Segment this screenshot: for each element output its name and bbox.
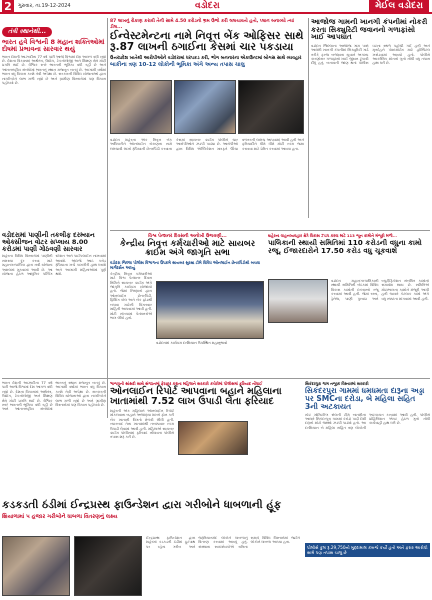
top-story-headline: ઈન્વેસ્ટમેન્ટના નામે નિવૃત્ત બેંક ઓફિસર સાથે રૂ.87 લાખની ઠગાઈના કેસમાં ચાર પકડાયા (110, 30, 304, 54)
bottom-center-story (110, 381, 300, 496)
page-number: 2 (2, 0, 14, 14)
middle-story-photo (156, 281, 264, 339)
editorial-headline: ભારત હવે વિશ્વની 8 મહાન શક્તિઓમાં દોષમાં પ્રભાવના સારવાર થયું (2, 38, 105, 53)
right-top-headline: આજોજ ગામની ખાનગી કંપનીમાં નોકરી કરતા સિક્યુરિટી જવાનનો ગળાફાંસો ખાઈ આપઘાત (311, 17, 428, 42)
bottom-right-kicker: સિકંદરપુરા ગામ નજીક વિસ્તારમાં સરકારી (305, 381, 369, 386)
right-mid-headline: પાલિકાની સ્થાયી સમિતિમાં 110 કરોડની વધુના કામો રજૂ, ઈજારદારોને 17.50 કરોડ વધુ ચૂકવાશે (268, 238, 422, 255)
bottom-right-body: સ્ટેટ મોનિટરિંગ સેલની ટીમે બાતમીના આધારે સિકંદરપુરા ગામમાં દરોડો પાડી દેશી દારૂનો મોટો જથ્થો ઝડપી પાડ્યો હતો. આ દરમિયાન બે મહિલા સહિત ત્રણ લોકોની અટકાયત કરવામાં આવી હતી. પોલીસે પ્રોહિબિશન એક્ટ હેઠળ ગુનો નોંધી કાર્યવાહી હાથ ધરી છે. (305, 412, 430, 430)
right-top-story (311, 18, 430, 228)
right-mid-photo (268, 279, 328, 323)
left-mid-headline: વડોદરામાં પાણીની તકલીફ દરમ્યાન ઓક્સીજન વોટર સપ્લાય 8.00 કરોડમાં પાણી ગોઠવણી સારવાર (2, 231, 95, 253)
middle-story (110, 233, 265, 378)
right-top-body: વડોદરા જિલ્લાના આજોજ ગામ પાસે આવેલી ખાનગી કંપનીમાં સિક્યુરિટી ગાર્ડ તરીકે ફરજ બજાવતા યુવાને અગમ્ય કારણોસર ગળાફાંસો ખાઈ જીવન ટૂંકાવી દીધું હતું. બનાવની જાણ થતાં પોલીસ ઘટના સ્થળે પહોંચી ગઈ હતી અને મૃતદેહને પોસ્ટમોર્ટમ માટે હોસ્પિટલ ખસેડવામાં આવ્યો હતો. પોલીસે આકસ્મિક મોતનો ગુનો નોંધી વધુ તપાસ હાથ ધરી છે. (311, 43, 430, 66)
bottom-center-subhead: ભાજપની સાંસદી સાથે સંગઠનમાં ફેરફાર કરાતા મહિલાને સરકારી કચેરીમાં પોલીસમાં ફરિયાદ નોંધાઈ (110, 381, 263, 386)
bottom-banner (2, 500, 302, 598)
bottom-right-story (305, 381, 430, 596)
bottom-center-body: શહેરની એક મહિલાને ઓનલાઈન રિપોર્ટ મોકલવાના બહાને અજાણ્યા શખ્સે ફોન કરી બેંક ખાતાની વિગતો મેળવી લીધી હતી. ત્યારબાદ તેના ખાતામાંથી તબક્કાવાર રકમ ઉપાડી લેવામાં આવી હતી. મહિલાએ સાયબર ક્રાઈમ પોલીસમાં ફરિયાદ નોંધાવતા પોલીસે તપાસ શરૂ કરી છે. (110, 408, 174, 440)
bottom-left-text: ભારત દેશની આઝાદીના 77 વર્ષ પછી આજે વિશ્વમાં દેશ આગળ વધી રહ્યો છે. દેશના વિકાસમાં અર્થતંત્ર, ઉદ્યોગ, ટેકનોલોજી અને શિક્ષણ ક્ષેત્રે મોટી પ્રગતિ થઈ છે. વૈશ્વિક સ્તરે ભારતની ભૂમિકા વધી રહી છે અને આંતરરાષ્ટ્રીય સંબંધોમાં ભારતનું સ્થાન મજબૂત બન્યું છે. આગામી વર્ષોમાં ભારત વધુ વિકાસ કરશે તેવી અપેક્ષા છે. સરકારની વિવિધ યોજનાઓ દ્વારા નાગરિકોને લાભ મળી રહ્યો છે અને ગ્રામીણ વિસ્તારોમાં પણ વિકાસ પહોંચ્યો છે. (2, 381, 106, 412)
top-story-photo-2 (174, 80, 236, 134)
middle-story-kicker: વડોદરા જિલ્લા પોલીસ વિભાગના ઉપક્રમે સાયબર સુરક્ષા ટીમે વિવિધ ઓનલાઈન છેતરપિંડીથી બચવા માર્ગદર્શન આપ્યું (110, 259, 261, 270)
left-mid-story (2, 232, 106, 372)
middle-story-body: કેન્દ્રીય નિવૃત્ત કર્મચારીઓ માટે વિશ્વ પેન્શનર દિવસ નિમિત્તે સાયબર ક્રાઈમ અંગે જાગૃતિ કાર્યક્રમ યોજાયો હતો. જેમાં નિષ્ણાતો દ્વારા ઓનલાઈન છેતરપિંડી, ફિશિંગ કોલ અને બેંક ફ્રોડથી બચવા માટેની વિગતવાર માહિતી આપવામાં આવી હતી. મોટી સંખ્યામાં પેન્શનરોએ ભાગ લીધો હતો. (110, 271, 152, 320)
banner-photo-1 (2, 536, 70, 596)
masthead (0, 0, 432, 14)
top-story (110, 18, 306, 228)
middle-story-caption: વડોદરામાં કાર્યક્રમ દરમિયાન ઉપસ્થિત મહાનુભાવો (156, 341, 228, 345)
banner-tagline: શિયાળામાં ૫ હજાર ગરીબોને ધાબળા વિતરણનું લક્ષ્ય (2, 514, 118, 521)
middle-story-subhead: વિશ્વ પેન્શનર દિવસની અનોખી ઉજવણી... (148, 234, 227, 239)
top-story-deck: ઉત્તરપ્રદેશ ખાતેથી આરોપીઓને વડોદરામાં ધરપકડ કરી, ભોગ બનનારના એકાઉન્ટમાં બોગસ સાથે વ્યવહાર (110, 56, 302, 62)
editorial-kicker: તંત્રી સ્થાનેથી... (2, 18, 106, 37)
top-story-photo-1 (110, 80, 172, 134)
right-mid-subhead: શહેરના વાહનવ્યવહાર ક્ષેત્રે વિકાસ ઝડપ કરવા માટે 113 જૂન કામોને મંજૂરી મળી... (268, 233, 397, 238)
right-mid-story (268, 233, 430, 373)
right-mid-body: વડોદરા મહાનગરપાલિકાની સ્થાયી સમિતિની બેઠકમાં વિવિધ વિકાસ કામોની દરખાસ્તો રજૂ કરવામાં આવી હતી. જેમાં રસ્તા, ડ્રેનેજ, પાણી પુરવઠા અને બ્યુટીફિકેશન સંબંધિત કામોનો સમાવેશ થાય છે. સમિતિએ મોટાભાગના કામોને મંજૂરી આપી હતી જ્યારે કેટલાક કામો અંગે વધુ સ્પષ્ટતા માંગવામાં આવી હતી. (331, 279, 429, 301)
left-mid-body: શહેરના વિવિધ વિસ્તારોમાં પાણીની સમસ્યા દૂર કરવા માટે મહાનગરપાલિકા દ્વારા નવી યોજના અમલમાં મૂકવામાં આવી છે. આ યોજના હેઠળ આધુનિક પમ્પિંગ સ્ટેશન અને પાઈપલાઈન નાખવામાં આવશે. અંદાજે આઠ કરોડ રૂપિયાના ખર્ચે કામગીરી હાથ ધરાશે અને આગામી મહિનાઓમાં પૂર્ણ થશે. (2, 254, 106, 277)
brand-name: મેઈલ વડોદરા (369, 0, 429, 13)
top-story-subhead: 87 લાખનું રોકાણ કરાવી તેની સામે 4.50 કરોડનો ભ્રમ ઉભો કરી લલચાવતો હતો, પ્લાન બનાવ્યો ત્યાં ડીલ... (110, 19, 295, 30)
top-story-body: વડોદરા શહેરના એક નિવૃત્ત બેંક અધિકારીને ઓનલાઈન રોકાણના નામે લલચાવી લાખો રૂપિયાની છેતરપિંડી કરવાના કેસમાં સાયબર ક્રાઈમ પોલીસે ચાર આરોપીઓને ઝડપી પાડ્યા છે. આરોપીઓ દ્વારા વિવિધ એપ્લિકેશન મારફતે ઊંચા વળતરની લાલચ આપવામાં આવી હતી અને ફરિયાદીને ધીમે ધીમે મોટી રકમ જમા કરાવવા માટે પ્રેરિત કરવામાં આવ્યા હતા. (110, 138, 304, 151)
middle-story-headline: કેન્દ્રીય નિવૃત્ત કર્મચારીઓ માટે સાયબર ક્રાઈમ અંગે જાગૃતિ સભા (119, 239, 256, 258)
bottom-right-headline: સિકંદરપુરા ગામમાં ધમધમતા દારૂના અડ્ડા પર SMCના દરોડા, બે મહિલા સહિત 3ની અટકાયત (305, 386, 425, 411)
banner-photo-2 (74, 536, 142, 596)
bottom-center-photo (178, 421, 248, 455)
bottom-center-headline: ઓનલાઈન રિપોર્ટ આપવાના બહાને મહિલાના ખાતામાંથી 7.52 લાખ ઉપાડી લેતા ફરિયાદ (110, 386, 282, 407)
edition-name: વડોદરા (195, 1, 220, 11)
editorial-column (2, 18, 106, 228)
editorial-body: ભારત દેશની આઝાદીના 77 વર્ષ પછી આજે વિશ્વમાં દેશ આગળ વધી રહ્યો છે. દેશના વિકાસમાં અર્થતંત્ર, ઉદ્યોગ, ટેકનોલોજી અને શિક્ષણ ક્ષેત્રે મોટી પ્રગતિ થઈ છે. વૈશ્વિક સ્તરે ભારતની ભૂમિકા વધી રહી છે અને આંતરરાષ્ટ્રીય સંબંધોમાં ભારતનું સ્થાન મજબૂત બન્યું છે. આગામી વર્ષોમાં ભારત વધુ વિકાસ કરશે તેવી અપેક્ષા છે. સરકારની વિવિધ યોજનાઓ દ્વારા નાગરિકોને લાભ મળી રહ્યો છે અને ગ્રામીણ વિસ્તારોમાં પણ વિકાસ પહોંચ્યો છે. (2, 54, 106, 86)
banner-body: ઈન્દ્રપ્રસ્થ ફાઉન્ડેશન દ્વારા શહેરમાં કડકડતી ઠંડીમાં ફૂટપાથ પર રહેતા ગરીબ અને જરૂરિયાતમંદ લોકોને ધાબળાનું વિતરણ કરવામાં આવ્યું હતું. સંસ્થાના સ્વયંસેવકોએ રાત્રિના સમયે વિવિધ વિસ્તારોમાં જઈને લોકોને ધાબળા આપ્યા હતા. (146, 536, 300, 549)
banner-headline: કડકડતી ઠંડીમાં ઈન્દ્રપ્રસ્થ ફાઉન્ડેશન દ્વારા ગરીબોને ધાબળાની હૂંફ (2, 499, 282, 511)
bottom-left-area (2, 381, 106, 496)
issue-date: ગુરુવાર, તા.19-12-2024 (18, 3, 71, 9)
top-story-photo-3 (238, 80, 304, 134)
top-story-tagline: બાકીના ત્રણ 10-12 લોકોની ભૂમિકા અંગે અન્ય તપાસ ચાલુ (110, 62, 245, 69)
bottom-right-footer: પોલીસે કુલ રૂ.29,750નો મુદ્દામાલ કબજે કર્યો હતો અને ફરાર આરોપી સામે પણ તપાસ ચાલુ છે (305, 543, 430, 557)
